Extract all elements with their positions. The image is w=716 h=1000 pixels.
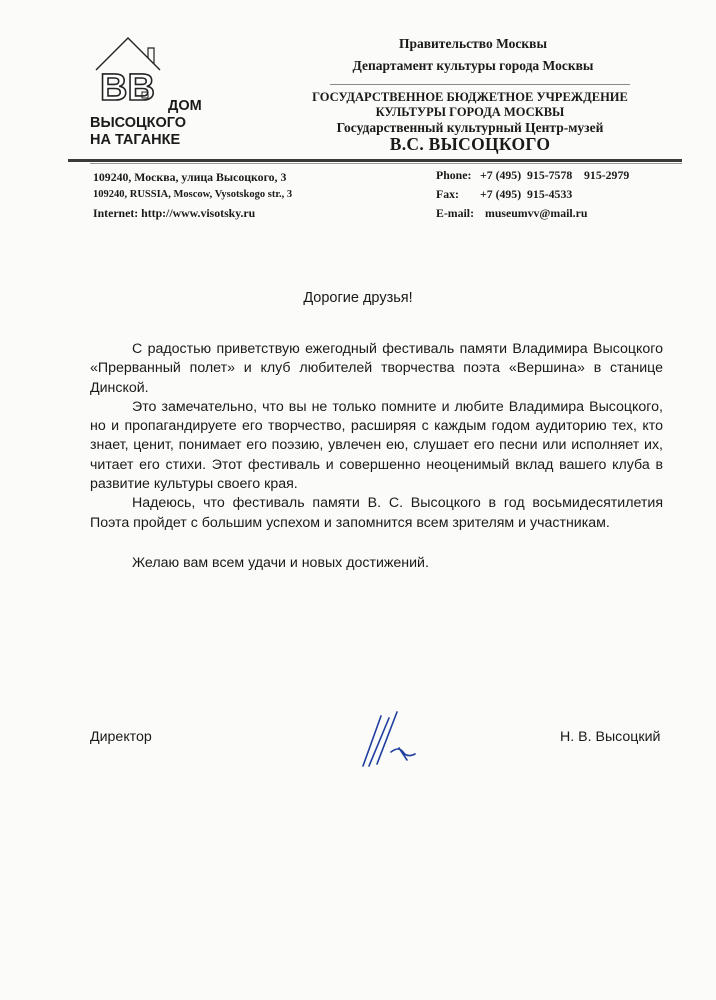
phone-value: +7 (495) 915-7578 915-2979 — [480, 168, 630, 182]
email-label: E-mail: — [436, 206, 475, 220]
institution-line-2: КУЛЬТУРЫ ГОРОДА МОСКВЫ — [375, 105, 565, 119]
fax-label: Fax: — [436, 187, 459, 201]
institution-name: В.С. ВЫСОЦКОГО — [389, 134, 551, 154]
address-block — [93, 168, 292, 222]
email-row — [436, 204, 629, 223]
logo-line-1: ДОМ — [168, 98, 202, 114]
header-divider — [68, 159, 682, 162]
greeting: Дорогие друзья! — [303, 290, 413, 306]
logo-text — [90, 98, 202, 149]
svg-text:ВВ: ВВ — [100, 67, 155, 109]
logo-line-3: НА ТАГАНКЕ — [90, 132, 181, 148]
signature-image — [355, 708, 435, 768]
paragraph: Надеюсь, что фестиваль памяти В. С. Высоцкого в год восьмидесятилетия Поэта пройдет с большим успехом и запомнится всем зрителям и участникам. — [90, 495, 663, 531]
institution-line-1: ГОСУДАРСТВЕННОЕ БЮДЖЕТНОЕ УЧРЕЖДЕНИЕ — [312, 90, 628, 104]
address-ru: 109240, Москва, улица Высоцкого, 3 — [93, 170, 287, 184]
website-link[interactable]: Internet: http://www.visotsky.ru — [93, 206, 256, 220]
header-thin-divider — [330, 84, 630, 85]
logo-line-2: ВЫСОЦКОГО — [90, 115, 187, 131]
government-name: Правительство Москвы — [398, 36, 548, 51]
fax-row — [436, 185, 629, 204]
signer-name: Н. В. Высоцкий — [560, 729, 661, 745]
header-divider-shadow — [90, 163, 682, 164]
department-name: Департамент культуры города Москвы — [352, 58, 594, 73]
phone-row — [436, 166, 629, 185]
paragraph: С радостью приветствую ежегодный фестиваль памяти Владимира Высоцкого «Прерванный полет» и клуб любителей творчества поэта «Вершина» в станице Динской. — [90, 341, 663, 396]
fax-value: +7 (495) 915-4533 — [480, 187, 573, 201]
paragraph: Это замечательно, что вы не только помните и любите Владимира Высоцкого, но и пропагандируете его творчество, расширяя с каждым годом аудиторию тех, кто знает, ценит, понимает его поэзию, увлечен ею, слушает его песни или исполняет их, читает его стихи. Этот фестиваль и совершенно неоценимый вклад вашего клуба в развитие культуры своего края. — [90, 398, 663, 493]
phone-label: Phone: — [436, 168, 472, 182]
paragraph: Желаю вам всем удачи и новых достижений. — [132, 554, 429, 571]
signoff-title: Директор — [90, 729, 152, 745]
contacts-block — [436, 166, 629, 223]
email-link[interactable]: museumvv@mail.ru — [485, 206, 588, 220]
institution-block — [300, 90, 640, 152]
institution-line-3: Государственный культурный Центр-музей — [336, 120, 604, 135]
address-en: 109240, RUSSIA, Moscow, Vysotskogo str., 3 — [93, 189, 293, 200]
letter-body — [90, 340, 663, 573]
